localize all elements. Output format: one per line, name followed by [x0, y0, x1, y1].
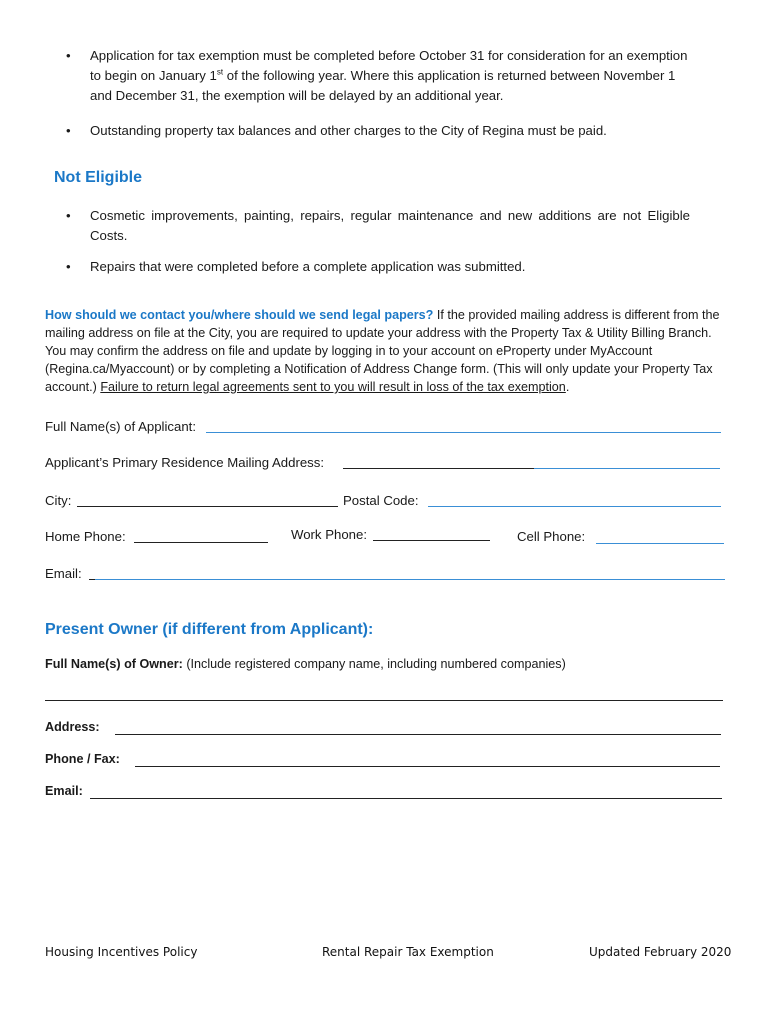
contact-warning: Failure to return legal agreements sent to you will result in loss of the tax exemption — [100, 380, 566, 394]
mailing-address-label: Applicant’s Primary Residence Mailing Address: — [45, 455, 325, 470]
work-phone-field[interactable] — [373, 540, 490, 541]
bullet-text: Cosmetic improvements, painting, repairs, regular maintenance and new additions are not Eligible Costs. — [90, 208, 690, 243]
bullet-text: Outstanding property tax balances and other charges to the City of Regina must be paid. — [90, 123, 607, 138]
cell-phone-label: Cell Phone: — [517, 529, 586, 544]
applicant-full-name-label: Full Name(s) of Applicant: — [45, 419, 196, 434]
present-owner-heading: Present Owner (if different from Applicant): — [45, 621, 374, 638]
owner-address-label: Address: — [45, 720, 100, 734]
bullet-icon: • — [66, 48, 71, 63]
contact-paragraph: How should we contact you/where should we send legal papers? If the provided mailing address is different from the mailing address on file at the City, you are required to update your address with the Property Tax & Utility Billing Branch. You may confirm the address on file and update by logging in to your account on eProperty under MyAccount (Regina.ca/Myaccount) or by completing a Notification of Address Change form. (This will only update your Property Tax account.) Failure to return legal agreements sent to you will result in loss of the tax exemption. — [45, 308, 720, 394]
postal-code-field[interactable] — [428, 506, 721, 507]
email-field[interactable] — [95, 579, 725, 580]
owner-full-name-field[interactable] — [45, 700, 723, 701]
email-label: Email: — [45, 566, 82, 581]
footer-center: Rental Repair Tax Exemption — [322, 945, 494, 959]
owner-address-field[interactable] — [115, 734, 721, 735]
city-label: City: — [45, 493, 72, 508]
home-phone-field[interactable] — [134, 542, 268, 543]
footer-right: Updated February 2020 — [589, 945, 732, 959]
owner-phone-fax-label: Phone / Fax: — [45, 752, 120, 766]
bullet-text: Repairs that were completed before a complete application was submitted. — [90, 259, 526, 274]
postal-code-label: Postal Code: — [343, 493, 419, 508]
work-phone-label: Work Phone: — [291, 527, 367, 542]
cell-phone-field[interactable] — [596, 543, 724, 544]
contact-question: How should we contact you/where should we send legal papers? — [45, 308, 434, 322]
mailing-address-field-part2[interactable] — [534, 468, 720, 469]
owner-email-label: Email: — [45, 784, 83, 798]
bullet-icon: • — [66, 208, 71, 223]
city-field[interactable] — [77, 506, 338, 507]
bullet-icon: • — [66, 123, 71, 138]
owner-email-field[interactable] — [90, 798, 722, 799]
contact-body: If the provided mailing address is different from the mailing address on file at the City, you are required to update your address with the Property Tax & Utility Billing Branch. You may confirm the address on file and update by logging in to your account on eProperty under MyAccount (Regina.ca/Myaccount) or by completing a Notification of Address Change form. (This will only update your Property Tax account.) — [45, 308, 720, 394]
applicant-full-name-field[interactable] — [206, 432, 721, 433]
bullet-text: Application for tax exemption must be completed before October 31 for consideration for an exemption to begin on January 1st of the following year. Where this application is returned between November 1 and December 31, the exemption will be delayed by an additional year. — [90, 48, 688, 103]
bullet-icon: • — [66, 259, 71, 274]
mailing-address-field-part1[interactable] — [343, 468, 534, 469]
footer-left: Housing Incentives Policy — [45, 945, 198, 959]
owner-phone-fax-field[interactable] — [135, 766, 720, 767]
not-eligible-heading: Not Eligible — [54, 169, 142, 186]
owner-full-name-label: Full Name(s) of Owner: (Include registered company name, including numbered companies) — [45, 657, 566, 671]
home-phone-label: Home Phone: — [45, 529, 126, 544]
